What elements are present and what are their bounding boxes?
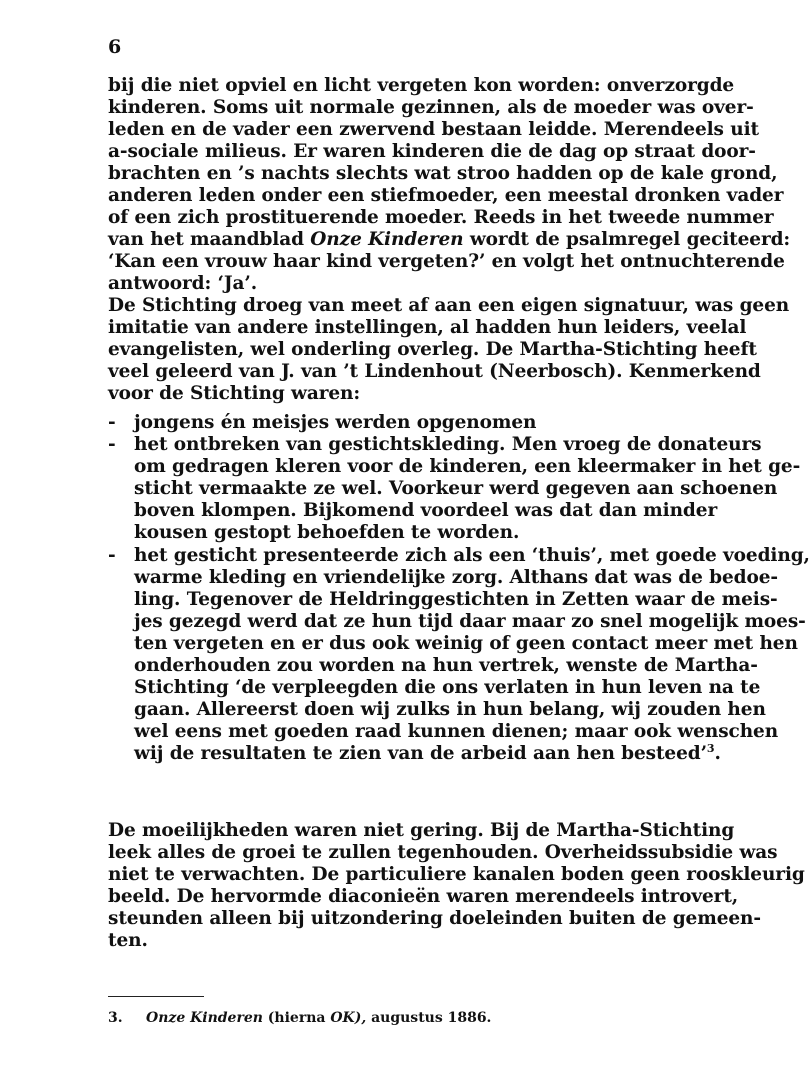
list-item-line: het ontbreken van gestichtskleding. Men vroeg de donateurs <box>134 434 762 455</box>
magazine-title: Onze Kinderen <box>310 229 464 250</box>
list-item-line: wel eens met goeden raad kunnen dienen; maar ook wenschen <box>134 721 779 742</box>
list-dash: - <box>108 434 116 455</box>
para1-line: brachten en ’s nachts slechts wat stroo hadden op de kale grond, <box>108 163 778 184</box>
para1-line: a-sociale milieus. Er waren kinderen die de dag op straat door- <box>108 141 756 162</box>
para2-line: imitatie van andere instellingen, al hadden hun leiders, veelal <box>108 317 747 338</box>
para1-line: bij die niet opviel en licht vergeten kon worden: onverzorgde <box>108 75 735 96</box>
footnote <box>108 1010 491 1026</box>
footnote-text: (hierna <box>262 1010 331 1026</box>
list-item-line: sticht vermaakte ze wel. Voorkeur werd gegeven aan schoenen <box>134 478 778 499</box>
para2-line: voor de Stichting waren: <box>108 383 361 404</box>
page-number: 6 <box>108 36 122 58</box>
footnote-number: 3. <box>108 1010 123 1026</box>
para3-line: De moeilijkheden waren niet gering. Bij de Martha-Stichting <box>108 820 735 841</box>
line-text: wordt de psalmregel geciteerd: <box>463 229 791 250</box>
list-item-line: ling. Tegenover de Heldringgestichten in Zetten waar de meis- <box>134 589 778 610</box>
para3-line: beeld. De hervormde diaconieën waren merendeels introvert, <box>108 886 739 907</box>
line-text: . <box>714 743 721 764</box>
list-item-line: het gesticht presenteerde zich als een ‘thuis’, met goede voeding, <box>134 545 810 566</box>
list-item-line: onderhouden zou worden na hun vertrek, wenste de Martha- <box>134 655 758 676</box>
line-text: wij de resultaten te zien van de arbeid aan hen besteed’ <box>134 743 707 764</box>
line-text: van het maandblad <box>108 229 311 250</box>
list-item-line: kousen gestopt behoefden te worden. <box>134 522 520 543</box>
footnote-title: Onze Kinderen <box>146 1010 263 1026</box>
para3-line: niet te verwachten. De particuliere kanalen boden geen rooskleurig <box>108 864 805 885</box>
list-item-line: Stichting ‘de verpleegden die ons verlaten in hun leven na te <box>134 677 761 698</box>
list-item-line: gaan. Allereerst doen wij zulks in hun belang, wij zouden hen <box>134 699 766 720</box>
para1-line: ‘Kan een vrouw haar kind vergeten?’ en volgt het ontnuchterende <box>108 251 785 272</box>
list-dash: - <box>108 545 116 566</box>
list-item-line: boven klompen. Bijkomend voordeel was dat dan minder <box>134 500 718 521</box>
list-item-line: jongens én meisjes werden opgenomen <box>134 412 537 433</box>
para2-line: De Stichting droeg van meet af aan een eigen signatuur, was geen <box>108 295 790 316</box>
para3-line: steunden alleen bij uitzondering doeleinden buiten de gemeen- <box>108 908 761 929</box>
para1-line: leden en de vader een zwervend bestaan leidde. Merendeels uit <box>108 119 759 140</box>
para1-line: anderen leden onder een stiefmoeder, een meestal dronken vader <box>108 185 784 206</box>
para1-line: antwoord: ‘Ja’. <box>108 273 258 294</box>
para3-line: leek alles de groei te zullen tegenhouden. Overheidssubsidie was <box>108 842 778 863</box>
para3-line: ten. <box>108 930 148 951</box>
para1-line: kinderen. Soms uit normale gezinnen, als de moeder was over- <box>108 97 754 118</box>
para1-line <box>108 229 791 251</box>
para2-line: veel geleerd van J. van ’t Lindenhout (Neerbosch). Kenmerkend <box>108 361 761 382</box>
footnote-abbrev: OK), <box>330 1010 367 1026</box>
list-item-line: jes gezegd werd dat ze hun tijd daar maar zo snel mogelijk moes- <box>134 611 806 632</box>
footnote-reference[interactable]: 3 <box>706 741 715 755</box>
footnote-text: augustus 1886. <box>366 1010 492 1026</box>
footnote-divider <box>108 996 204 997</box>
list-item-line: om gedragen kleren voor de kinderen, een kleermaker in het ge- <box>134 456 801 477</box>
list-item-line: ten vergeten en er dus ook weinig of geen contact meer met hen <box>134 633 798 654</box>
list-dash: - <box>108 412 116 433</box>
para2-line: evangelisten, wel onderling overleg. De Martha-Stichting heeft <box>108 339 757 360</box>
list-item-line: warme kleding en vriendelijke zorg. Althans dat was de bedoe- <box>134 567 778 588</box>
list-item-line <box>134 741 721 765</box>
para1-line: of een zich prostituerende moeder. Reeds in het tweede nummer <box>108 207 774 228</box>
